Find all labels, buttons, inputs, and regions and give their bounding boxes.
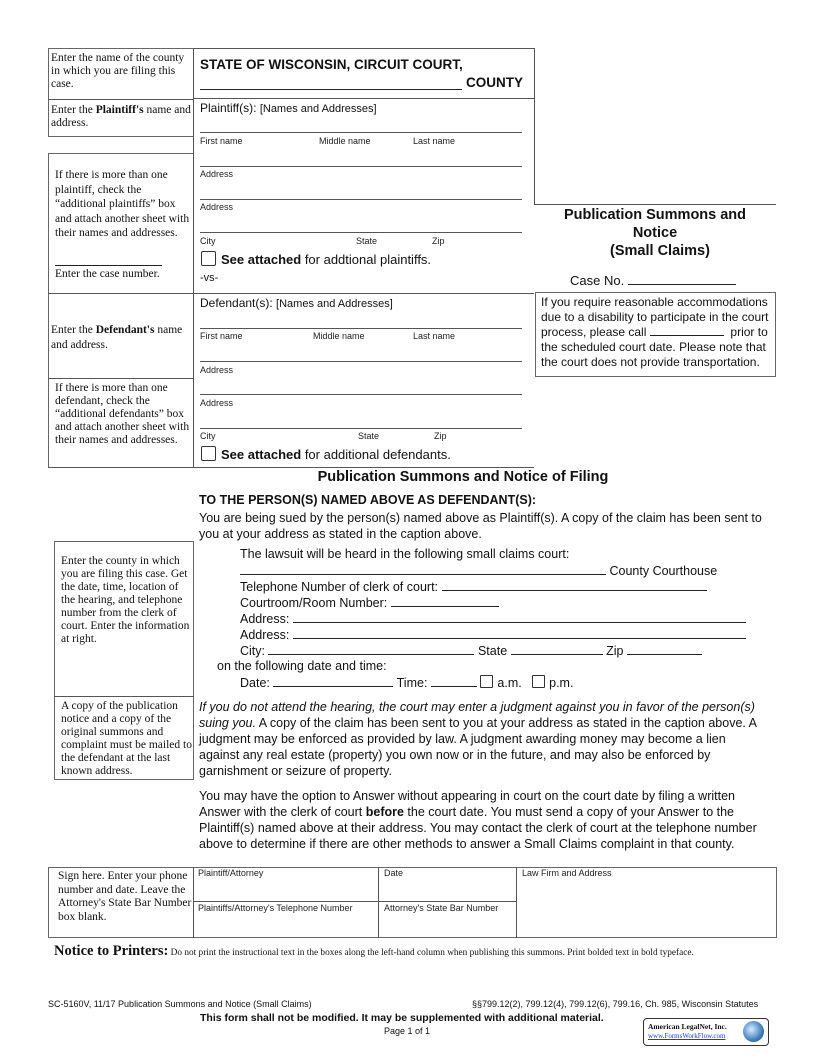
middle-name-label: Middle name xyxy=(313,331,365,341)
forms-workflow-link[interactable]: www.FormsWorkFlow.com xyxy=(648,1032,726,1040)
globe-icon xyxy=(743,1021,764,1042)
court-address-field[interactable]: Address: xyxy=(240,611,746,626)
court-address2-field[interactable]: Address: xyxy=(240,627,746,642)
instruction-sign: Sign here. Enter your phone number and date. Leave the Attorney's State Bar Number box blank. xyxy=(58,870,192,923)
zip-label: Zip xyxy=(434,431,447,441)
form-title: Publication Summons and Notice (Small Claims) xyxy=(563,207,747,259)
instruction-plaintiff: Enter the Plaintiff's name and address. xyxy=(51,104,191,129)
court-city-field[interactable]: City: State Zip xyxy=(240,643,702,658)
versus-label: -vs- xyxy=(200,272,219,284)
county-input[interactable] xyxy=(200,75,462,90)
state-label: State xyxy=(356,236,378,246)
pm-checkbox[interactable] xyxy=(532,675,545,688)
plaintiff-attorney-signature-field[interactable]: Plaintiff/Attorney xyxy=(198,868,264,878)
additional-defendants-checkbox[interactable]: See attached for additional defendants. xyxy=(201,446,451,462)
defendant-city-line[interactable] xyxy=(200,428,522,429)
instruction-more-defendants: If there is more than one defendant, check the “additional defendants” box and attach another sheet with their names and addresses. xyxy=(55,382,190,446)
last-name-label: Last name xyxy=(413,331,456,341)
warning-paragraph: If you do not attend the hearing, the court may enter a judgment against you in favor of the person(s) suing you. A copy of the claim has been sent to you at your address as stated in the caption above. A judgment may be enforced as provided by law. A judgment awarding money may become a lien against any real estate (property) you own now or in the future, and may also be enforced by garnishment or seizure of property. xyxy=(199,700,757,778)
clerk-telephone-field[interactable]: Telephone Number of clerk of court: xyxy=(240,579,707,594)
case-number-field[interactable]: Case No. xyxy=(570,273,736,288)
answer-paragraph: You may have the option to Answer without appearing in court on the court date by filing a written Answer with the clerk of court before the court date. You must send a copy of your Answer to the Plaintiff(s) named above at their address. You may contact the clerk of court at the telephone number above to determine if there are other methods to answer a Small Claims complaint in that county. xyxy=(199,789,757,851)
address-label: Address xyxy=(200,365,234,375)
address-label: Address xyxy=(200,169,234,179)
accommodations-box: If you require reasonable accommodations due to a disability to participate in the court process, please call prior to the scheduled court date. Please note that the court does not provide transportation. xyxy=(535,292,776,377)
notice-heading: Publication Summons and Notice of Filing xyxy=(317,469,609,485)
date-field[interactable]: Date xyxy=(384,868,404,878)
checkbox-icon[interactable] xyxy=(201,251,216,266)
law-firm-field[interactable]: Law Firm and Address xyxy=(522,868,612,878)
instruction-county: Enter the name of the county in which you are filing this case. xyxy=(51,52,185,90)
county-label: COUNTY xyxy=(466,75,523,90)
telephone-field[interactable]: Plaintiffs/Attorney's Telephone Number xyxy=(198,903,353,913)
first-name-label: First name xyxy=(200,136,243,146)
instruction-case-number: Enter the case number. xyxy=(55,268,160,280)
instruction-mailing: A copy of the publication notice and a copy of the original summons and complaint must be mailed to the defendant at the last known address. xyxy=(61,700,192,777)
modification-notice: This form shall not be modified. It may be supplemented with additional material. xyxy=(200,1012,604,1024)
bar-number-field[interactable]: Attorney's State Bar Number xyxy=(384,903,499,913)
courtroom-field[interactable]: Courtroom/Room Number: xyxy=(240,595,499,610)
defendant-name-line[interactable] xyxy=(200,328,522,329)
heard-label: The lawsuit will be heard in the following small claims court: xyxy=(240,547,570,561)
address-label: Address xyxy=(200,398,234,408)
plaintiff-name-line[interactable] xyxy=(200,132,522,133)
city-label: City xyxy=(200,236,216,246)
plaintiff-address2-line[interactable] xyxy=(200,199,522,200)
checkbox-icon[interactable] xyxy=(201,446,216,461)
instruction-more-plaintiffs: If there is more than one plaintiff, check the “additional plaintiffs” box and attach another sheet with their names and addresses. xyxy=(55,169,190,240)
city-label: City xyxy=(200,431,216,441)
zip-label: Zip xyxy=(432,236,445,246)
first-name-label: First name xyxy=(200,331,243,341)
hearing-date-time-field[interactable]: Date: Time: a.m. p.m. xyxy=(240,676,574,690)
instruction-defendant: Enter the Defendant's name and address. xyxy=(51,324,183,351)
courthouse-field[interactable]: County Courthouse xyxy=(240,563,717,578)
american-legalnet-logo[interactable]: American LegalNet, Inc. www.FormsWorkFlow.com xyxy=(643,1018,769,1046)
notice-to-defendants: TO THE PERSON(S) NAMED ABOVE AS DEFENDANT(S): xyxy=(199,493,537,507)
notice-intro: You are being sued by the person(s) named above as Plaintiff(s). A copy of the claim has been sent to you at your address as stated in the caption above. xyxy=(199,511,762,541)
additional-plaintiffs-checkbox[interactable]: See attached for addtional plaintiffs. xyxy=(201,251,431,267)
statutes: §§799.12(2), 799.12(4), 799.12(6), 799.16, Ch. 985, Wisconsin Statutes xyxy=(472,999,759,1009)
page-number: Page 1 of 1 xyxy=(384,1026,431,1036)
plaintiff-address-line[interactable] xyxy=(200,166,522,167)
middle-name-label: Middle name xyxy=(319,136,371,146)
am-checkbox[interactable] xyxy=(480,675,493,688)
plaintiffs-label: Plaintiff(s): [Names and Addresses] xyxy=(200,101,377,115)
printers-notice: Notice to Printers: Do not print the instructional text in the boxes along the left-hand column when publishing this summons. Print bolded text in bold typeface. xyxy=(54,943,694,959)
instruction-hearing: Enter the county in which you are filing this case. Get the date, time, location of the hearing, and telephone number from the clerk of court. Enter the information at right. xyxy=(61,555,190,645)
defendant-address2-line[interactable] xyxy=(200,394,522,395)
form-id: SC-5160V, 11/17 Publication Summons and Notice (Small Claims) xyxy=(48,999,312,1009)
last-name-label: Last name xyxy=(413,136,456,146)
date-time-label: on the following date and time: xyxy=(217,659,387,673)
court-heading: STATE OF WISCONSIN, CIRCUIT COURT, xyxy=(200,57,463,72)
plaintiff-city-line[interactable] xyxy=(200,232,522,233)
defendant-address-line[interactable] xyxy=(200,361,522,362)
address-label: Address xyxy=(200,202,234,212)
state-label: State xyxy=(358,431,380,441)
defendants-label: Defendant(s): [Names and Addresses] xyxy=(200,296,393,310)
